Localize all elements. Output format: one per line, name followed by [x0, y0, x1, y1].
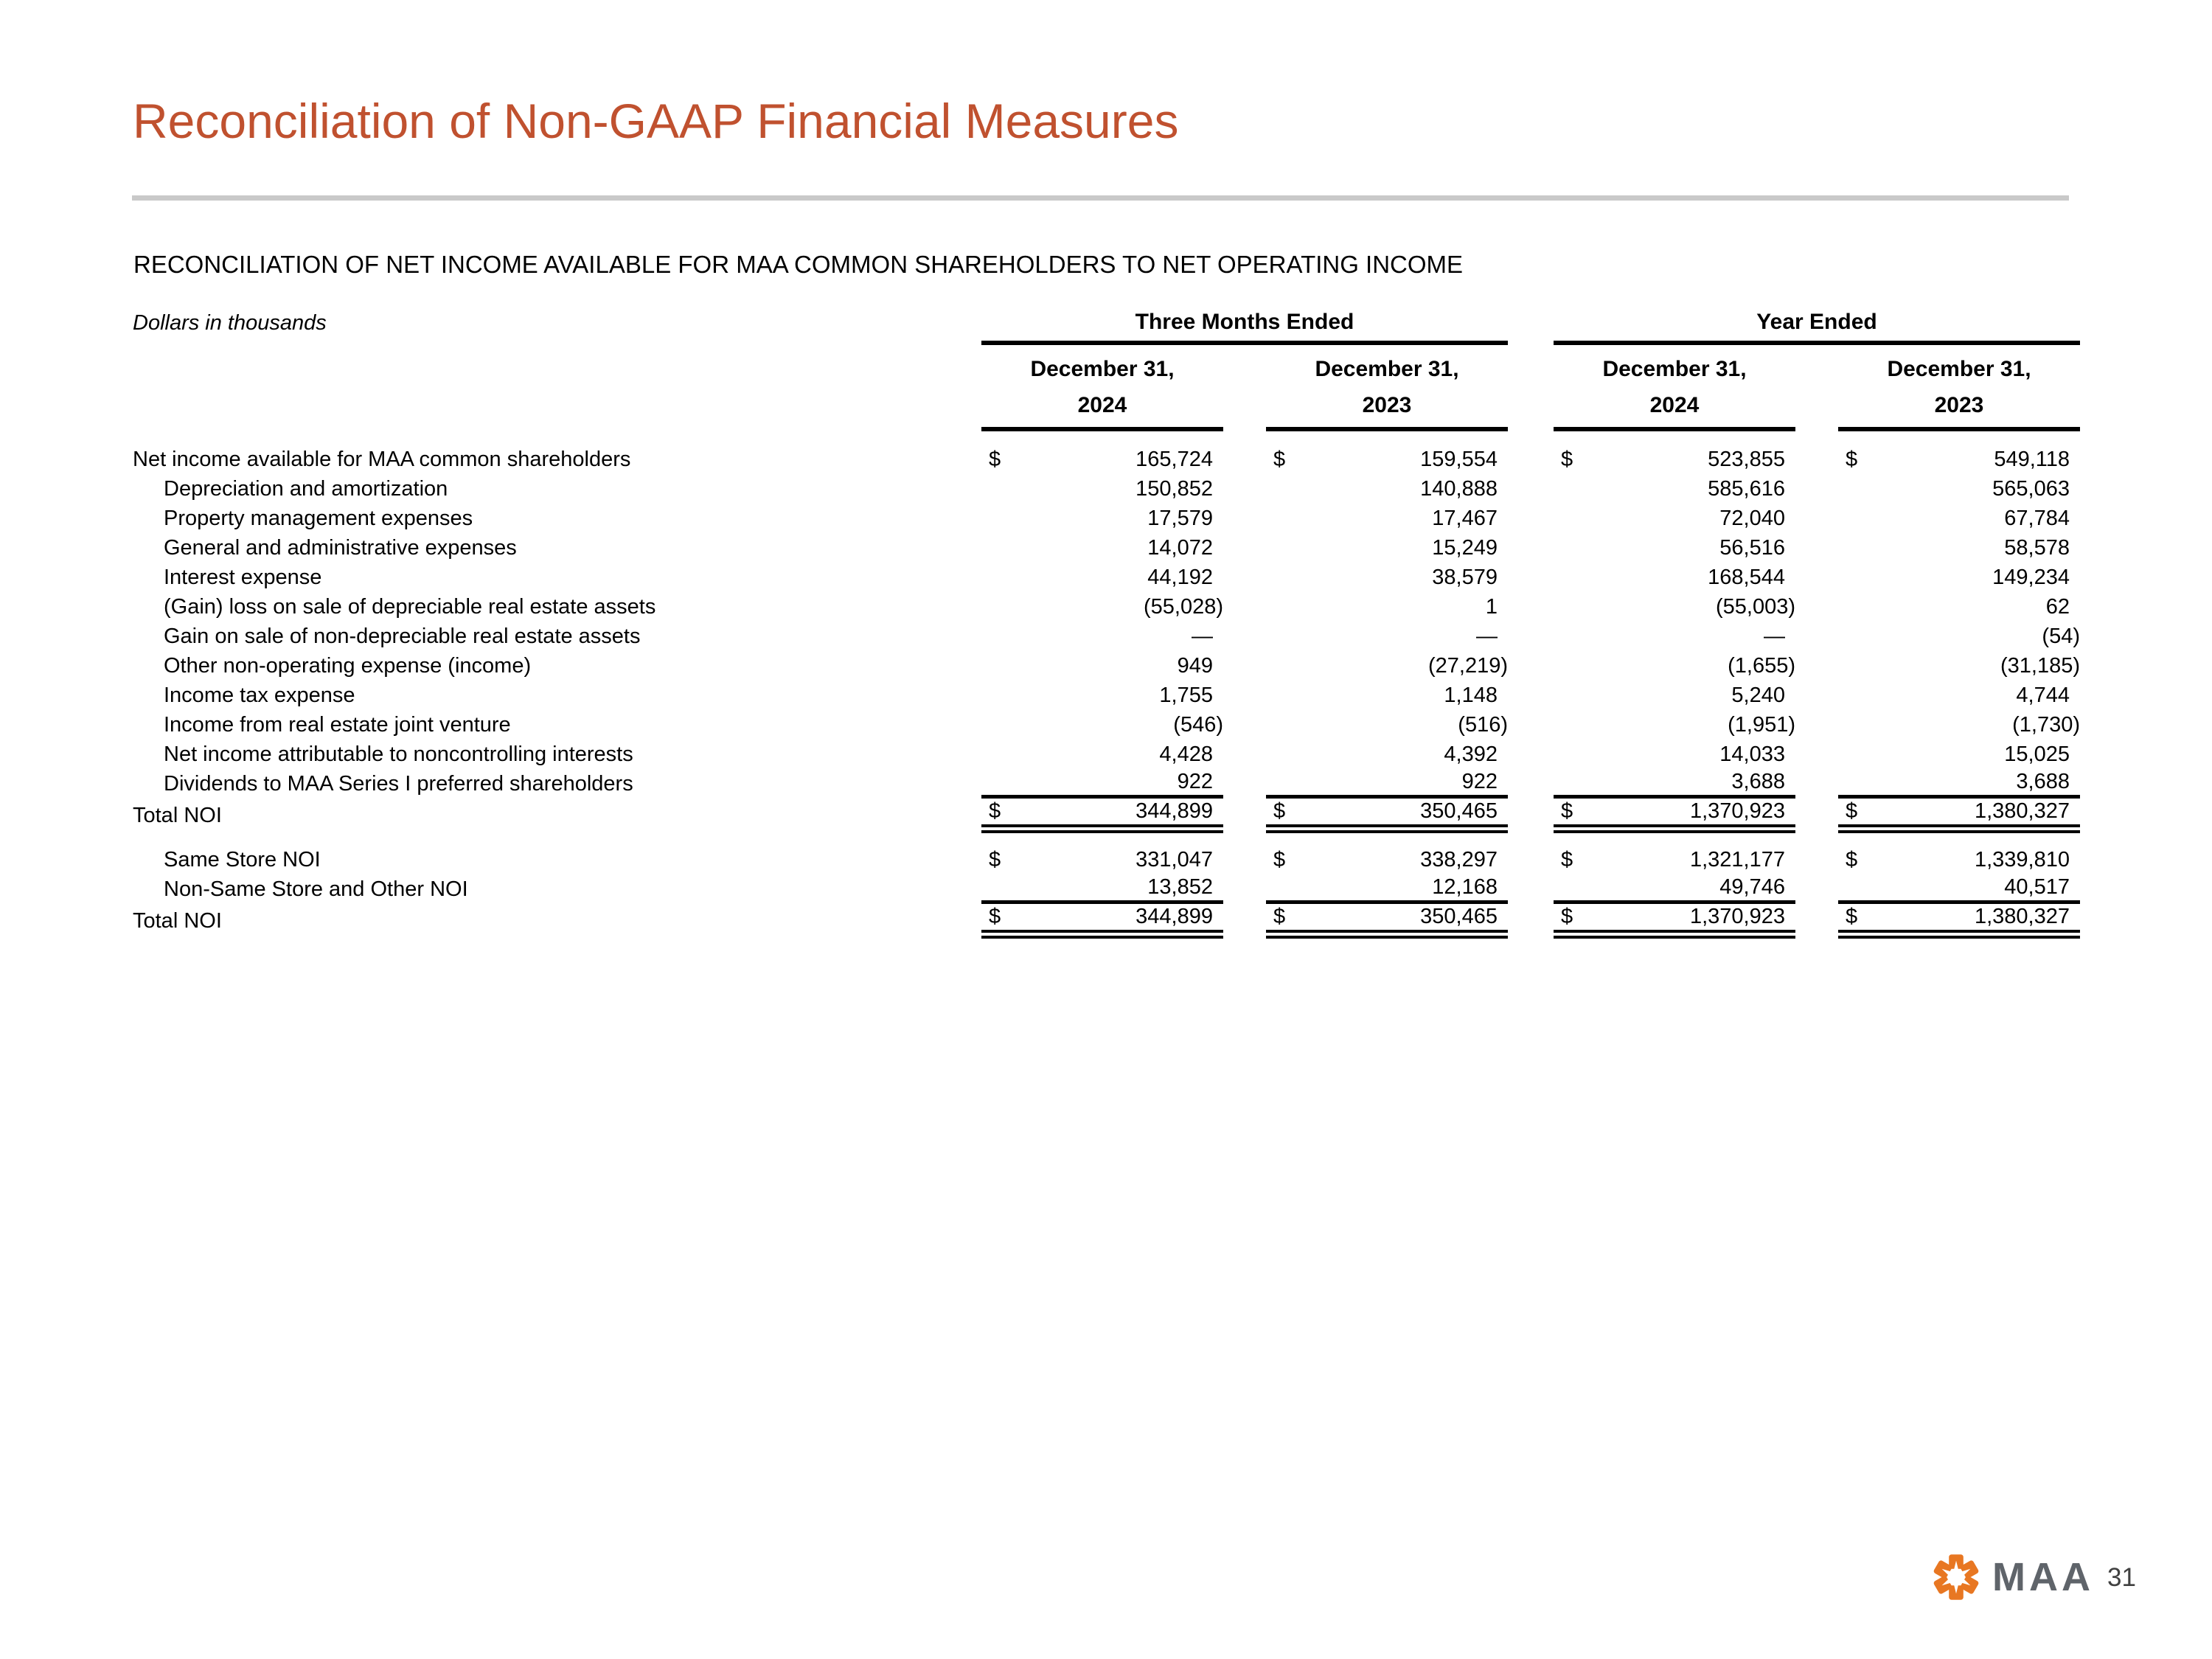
cell-number: (1,951) [1728, 712, 1795, 737]
dollar-sign: $ [989, 447, 1001, 471]
cell-value [981, 904, 1223, 939]
cell-value [1554, 474, 1795, 504]
row-label: Other non-operating expense (income) [164, 653, 532, 678]
cell-value [1838, 474, 2080, 504]
row-label: Income from real estate joint venture [164, 712, 511, 737]
cell-value [981, 740, 1223, 769]
col-group-three-months-ended: Three Months Ended [981, 310, 1508, 345]
row-label: Total NOI [133, 909, 222, 933]
cell-value [981, 592, 1223, 622]
cell-value [981, 504, 1223, 533]
cell-value [1838, 740, 2080, 769]
cell-value [1554, 504, 1795, 533]
cell-value [1838, 769, 2080, 799]
cell-value [1554, 874, 1795, 904]
cell-number: (1,655) [1728, 653, 1795, 678]
col-header-month: December 31, [1315, 357, 1459, 381]
cell-number: (54) [2042, 624, 2080, 648]
dollar-sign: $ [989, 905, 1001, 928]
row-label: Net income attributable to noncontrolling interests [164, 742, 633, 766]
cell-number: (1,730) [2012, 712, 2080, 737]
cell-value [1554, 651, 1795, 681]
cell-number: — [1192, 624, 1213, 648]
cell-value [1838, 445, 2080, 474]
cell-number: 338,297 [1420, 847, 1498, 872]
cell-value [1266, 845, 1508, 874]
page-number: 31 [2107, 1563, 2136, 1592]
cell-number: 168,544 [1708, 565, 1785, 589]
table-row [133, 533, 2080, 563]
cell-number: 14,072 [1147, 535, 1213, 560]
row-label: Total NOI [133, 804, 222, 827]
row-label: Gain on sale of non-depreciable real estate assets [164, 624, 641, 648]
cell-number: 14,033 [1719, 742, 1785, 766]
cell-value [1554, 533, 1795, 563]
cell-value [1838, 504, 2080, 533]
cell-value [1838, 533, 2080, 563]
cell-value [1838, 651, 2080, 681]
cell-value [1554, 681, 1795, 710]
table-row [133, 563, 2080, 592]
cell-value [1554, 563, 1795, 592]
financial-table [133, 310, 2080, 939]
cell-number: — [1764, 624, 1785, 648]
table-body [133, 445, 2080, 939]
cell-value [1266, 504, 1508, 533]
cell-number: 15,025 [2004, 742, 2070, 766]
cell-number: 1,380,327 [1974, 799, 2070, 823]
cell-value [1554, 845, 1795, 874]
cell-value [1838, 681, 2080, 710]
col-header-year: 2024 [1077, 393, 1127, 417]
cell-number: 4,744 [2016, 683, 2070, 707]
row-label: Depreciation and amortization [164, 476, 448, 501]
cell-value [1266, 740, 1508, 769]
cell-number: 1,380,327 [1974, 905, 2070, 928]
cell-number: 165,724 [1135, 447, 1213, 471]
cell-value [1838, 799, 2080, 833]
col-group-year-ended: Year Ended [1554, 310, 2080, 345]
col-header-year: 2023 [1934, 393, 1984, 417]
cell-number: 344,899 [1135, 799, 1213, 823]
cell-value [981, 710, 1223, 740]
cell-value [1266, 904, 1508, 939]
cell-number: (31,185) [2000, 653, 2080, 678]
cell-number: 1,339,810 [1974, 847, 2070, 872]
cell-value [1266, 445, 1508, 474]
cell-number: (27,219) [1427, 653, 1508, 678]
cell-number: 17,467 [1432, 506, 1498, 530]
cell-number: 4,392 [1444, 742, 1498, 766]
table-row [133, 769, 2080, 799]
dollar-sign: $ [1846, 447, 1858, 471]
cell-number: 1,370,923 [1689, 905, 1785, 928]
table-row [133, 845, 2080, 874]
dollar-sign: $ [1561, 447, 1573, 471]
row-label: Income tax expense [164, 683, 355, 707]
table-row [133, 474, 2080, 504]
dollar-sign: $ [1846, 799, 1858, 823]
cell-number: 922 [1461, 770, 1498, 793]
cell-number: 1,321,177 [1689, 847, 1785, 872]
cell-number: 1 [1485, 594, 1498, 619]
cell-number: 13,852 [1147, 875, 1213, 899]
cell-number: 565,063 [1992, 476, 2070, 501]
cell-value [981, 769, 1223, 799]
cell-value [981, 874, 1223, 904]
dollar-sign: $ [1273, 447, 1286, 471]
cell-value [1266, 769, 1508, 799]
cell-value [1554, 445, 1795, 474]
cell-value [981, 474, 1223, 504]
cell-value [1838, 710, 2080, 740]
row-label: General and administrative expenses [164, 535, 517, 560]
cell-number: 350,465 [1420, 905, 1498, 928]
table-row [133, 592, 2080, 622]
dollar-sign: $ [1273, 905, 1286, 928]
cell-value [1838, 563, 2080, 592]
cell-number: 140,888 [1420, 476, 1498, 501]
table-row [133, 710, 2080, 740]
cell-number: 344,899 [1135, 905, 1213, 928]
cell-value [981, 622, 1223, 651]
cell-value [1266, 651, 1508, 681]
col-header-month: December 31, [1030, 357, 1175, 381]
cell-value [1554, 799, 1795, 833]
col-header-month: December 31, [1887, 357, 2031, 381]
cell-value [1266, 563, 1508, 592]
col-header-4 [1838, 345, 2080, 431]
dollar-sign: $ [1273, 847, 1286, 872]
cell-value [981, 445, 1223, 474]
table-block [133, 445, 2080, 833]
cell-value [981, 845, 1223, 874]
cell-value [1266, 474, 1508, 504]
cell-number: 523,855 [1708, 447, 1785, 471]
cell-number: (546) [1173, 712, 1223, 737]
cell-value [1554, 592, 1795, 622]
cell-value [1838, 592, 2080, 622]
units-note: Dollars in thousands [133, 311, 327, 335]
cell-number: 5,240 [1731, 683, 1785, 707]
table-block [133, 845, 2080, 939]
table-row [133, 681, 2080, 710]
cell-number: 331,047 [1135, 847, 1213, 872]
cell-value [1554, 904, 1795, 939]
cell-number: 38,579 [1432, 565, 1498, 589]
dollar-sign: $ [1846, 905, 1858, 928]
cell-value [1838, 904, 2080, 939]
dollar-sign: $ [989, 799, 1001, 823]
cell-number: 40,517 [2004, 875, 2070, 899]
row-label: Net income available for MAA common shareholders [133, 447, 631, 471]
cell-number: (55,028) [1143, 594, 1223, 619]
cell-value [1554, 769, 1795, 799]
cell-number: 1,755 [1159, 683, 1213, 707]
cell-number: 17,579 [1147, 506, 1213, 530]
dollar-sign: $ [1273, 799, 1286, 823]
dollar-sign: $ [1846, 847, 1858, 872]
cell-number: 58,578 [2004, 535, 2070, 560]
col-header-year: 2024 [1649, 393, 1700, 417]
cell-number: 549,118 [1994, 447, 2070, 471]
page-title: Reconciliation of Non-GAAP Financial Measures [133, 94, 1179, 148]
col-header-2 [1266, 345, 1508, 431]
col-header-1 [981, 345, 1223, 431]
table-row [133, 504, 2080, 533]
table-row [133, 445, 2080, 474]
cell-number: 350,465 [1420, 799, 1498, 823]
cell-number: 949 [1177, 653, 1213, 678]
cell-number: (516) [1458, 712, 1508, 737]
row-label: Interest expense [164, 565, 322, 589]
dollar-sign: $ [1561, 847, 1573, 872]
cell-value [981, 533, 1223, 563]
cell-value [1838, 622, 2080, 651]
cell-value [1266, 799, 1508, 833]
row-label: Dividends to MAA Series I preferred shareholders [164, 771, 633, 796]
table-row [133, 651, 2080, 681]
cell-number: 1,370,923 [1689, 799, 1785, 823]
cell-value [1554, 622, 1795, 651]
cell-number: 150,852 [1135, 476, 1213, 501]
cell-number: 62 [2045, 594, 2070, 619]
dollar-sign: $ [989, 847, 1001, 872]
cell-value [1838, 845, 2080, 874]
cell-number: 585,616 [1708, 476, 1785, 501]
cell-value [1266, 622, 1508, 651]
col-header-3 [1554, 345, 1795, 431]
cell-value [1554, 710, 1795, 740]
table-row [133, 622, 2080, 651]
table-group-header-row [133, 310, 2080, 345]
cell-value [1266, 533, 1508, 563]
table-row [133, 799, 2080, 833]
col-header-year: 2023 [1362, 393, 1412, 417]
cell-value [981, 651, 1223, 681]
row-label: Non-Same Store and Other NOI [164, 877, 468, 901]
cell-value [1266, 710, 1508, 740]
row-label: Property management expenses [164, 506, 473, 530]
cell-number: 67,784 [2004, 506, 2070, 530]
cell-number: 159,554 [1420, 447, 1498, 471]
dollar-sign: $ [1561, 799, 1573, 823]
dollar-sign: $ [1561, 905, 1573, 928]
maa-logo-icon [1930, 1551, 1982, 1603]
cell-number: 3,688 [1731, 770, 1785, 793]
maa-logo-text: MAA [1992, 1555, 2094, 1599]
cell-number: — [1476, 624, 1498, 648]
table-row [133, 740, 2080, 769]
cell-number: 3,688 [2016, 770, 2070, 793]
cell-number: 72,040 [1719, 506, 1785, 530]
cell-value [981, 799, 1223, 833]
section-heading: RECONCILIATION OF NET INCOME AVAILABLE FOR MAA COMMON SHAREHOLDERS TO NET OPERATING INCOME [133, 251, 1464, 278]
cell-number: 149,234 [1992, 565, 2070, 589]
cell-number: 49,746 [1719, 875, 1785, 899]
cell-value [1838, 874, 2080, 904]
cell-number: 15,249 [1432, 535, 1498, 560]
cell-number: (55,003) [1715, 594, 1795, 619]
cell-value [1266, 681, 1508, 710]
title-divider [132, 195, 2069, 201]
row-label: (Gain) loss on sale of depreciable real estate assets [164, 594, 656, 619]
cell-number: 12,168 [1432, 875, 1498, 899]
table-row [133, 874, 2080, 904]
cell-number: 56,516 [1719, 535, 1785, 560]
cell-value [1266, 592, 1508, 622]
col-header-month: December 31, [1602, 357, 1747, 381]
cell-number: 1,148 [1444, 683, 1498, 707]
cell-number: 922 [1177, 770, 1213, 793]
cell-number: 4,428 [1159, 742, 1213, 766]
cell-value [1266, 874, 1508, 904]
cell-value [1554, 740, 1795, 769]
table-row [133, 904, 2080, 939]
cell-value [981, 681, 1223, 710]
row-label: Same Store NOI [164, 847, 321, 872]
table-column-header-row [133, 345, 2080, 431]
cell-number: 44,192 [1147, 565, 1213, 589]
cell-value [981, 563, 1223, 592]
